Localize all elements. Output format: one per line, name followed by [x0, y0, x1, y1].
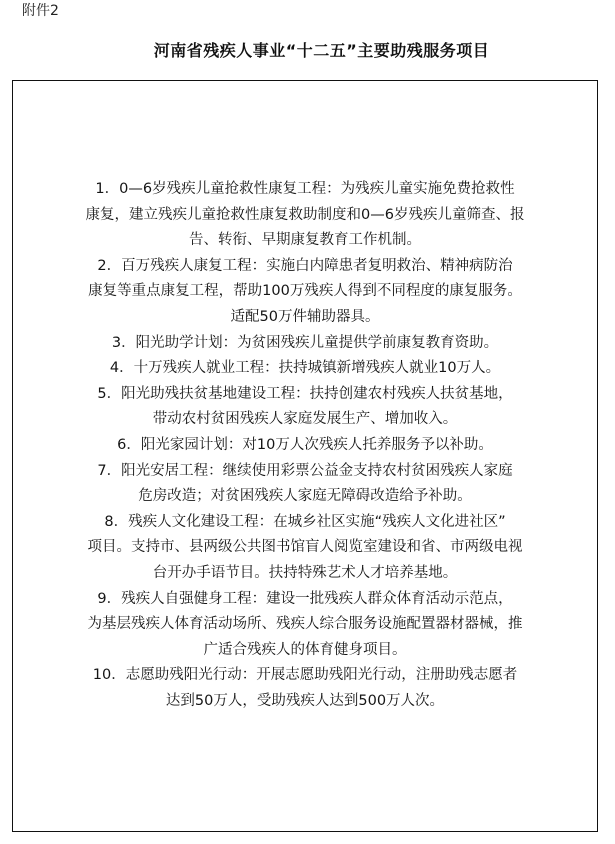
project-item-line: 带动农村贫困残疾人家庭发展生产、增加收入。: [152, 411, 458, 428]
project-item-line: 10．志愿助残阳光行动：开展志愿助残阳光行动，注册助残志愿者: [92, 667, 518, 684]
project-item-line: 3．阳光助学计划：为贫困残疾儿童提供学前康复教育资助。: [111, 334, 499, 351]
project-item-9: [13, 587, 597, 664]
project-item-line: 达到50万人，受助残疾人达到500万人次。: [165, 692, 445, 709]
project-item-line: 康复等重点康复工程，帮助100万残疾人得到不同程度的康复服务。: [88, 283, 522, 300]
project-item-line: 8．残疾人文化建设工程：在城乡社区实施“残疾人文化进社区”: [104, 513, 506, 530]
project-item-line: 4．十万残疾人就业工程：扶持城镇新增残疾人就业10万人。: [109, 360, 501, 377]
project-item-8: [13, 510, 597, 587]
project-item-line: 告、转衔、早期康复教育工作机制。: [189, 232, 421, 249]
project-item-line: 5．阳光助残扶贫基地建设工程：扶持创建农村残疾人扶贫基地，: [97, 385, 513, 402]
project-item-line: 9．残疾人自强健身工程：建设一批残疾人群众体育活动示范点，: [97, 590, 513, 607]
project-item-1: [13, 177, 597, 254]
project-item-5: [13, 382, 597, 433]
project-item-line: 康复，建立残疾儿童抢救性康复救助制度和0—6岁残疾儿童筛查、报: [85, 206, 525, 223]
project-item-line: 7．阳光安居工程：继续使用彩票公益金支持农村贫困残疾人家庭: [97, 462, 513, 479]
document-title: 河南省残疾人事业“十二五”主要助残服务项目: [153, 41, 490, 60]
project-item-line: 台开办手语节目。扶持特殊艺术人才培养基地。: [152, 564, 458, 581]
project-item-6: [13, 433, 597, 459]
project-item-7: [13, 459, 597, 510]
project-item-3: [13, 331, 597, 357]
project-list: [13, 177, 597, 714]
project-item-line: 为基层残疾人体育活动场所、残疾人综合服务设施配置器材器械，推: [87, 616, 523, 633]
project-item-2: [13, 254, 597, 331]
project-item-line: 广适合残疾人的体育健身项目。: [203, 641, 407, 658]
attachment-label: 附件2: [22, 3, 59, 19]
project-item-line: 适配50万件辅助器具。: [230, 308, 380, 325]
project-item-line: 危房改造；对贫困残疾人家庭无障碍改造给予补助。: [138, 488, 472, 505]
content-box: [12, 80, 598, 832]
project-item-line: 6．阳光家园计划：对10万人次残疾人托养服务予以补助。: [117, 436, 493, 453]
project-item-line: 2．百万残疾人康复工程：实施白内障患者复明救治、精神病防治: [97, 257, 513, 274]
project-item-4: [13, 356, 597, 382]
project-item-line: 1．0—6岁残疾儿童抢救性康复工程：为残疾儿童实施免费抢救性: [95, 181, 515, 197]
project-item-10: [13, 663, 597, 714]
project-item-line: 项目。支持市、县两级公共图书馆盲人阅览室建设和省、市两级电视: [87, 539, 523, 556]
